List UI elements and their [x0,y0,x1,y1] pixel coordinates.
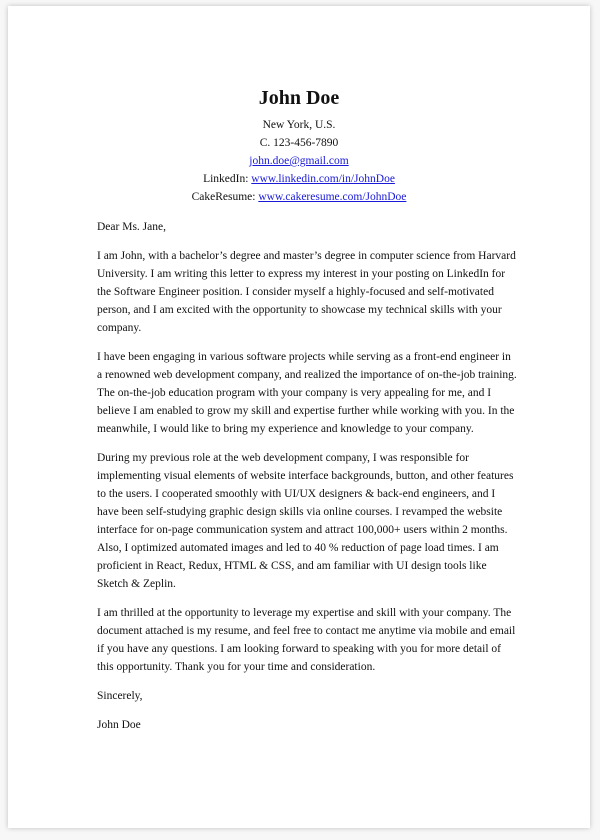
letter-header [8,86,590,206]
salutation: Dear Ms. Jane, [97,221,166,233]
cakeresume-link[interactable]: www.cakeresume.com/JohnDoe [258,191,407,203]
cakeresume-line [8,188,590,206]
linkedin-line [8,170,590,188]
paragraph-experience: I have been engaging in various software projects while serving as a front-end engineer in a renowned web development company, and realized the importance of on-the-job training. The on-the-job education program with your company is very appealing for me, and I believe I am enabled to grow my skill and expertise further while working with you. In the meanwhile, I would like to bring my experience and knowledge to your company. [97,351,517,435]
paragraph-closing: I am thrilled at the opportunity to leverage my expertise and skill with your company. The document attached is my resume, and feel free to contact me anytime via mobile and email if you have any questions. I am looking forward to speaking with you for more detail of this opportunity. Thank you for your time and consideration. [97,607,516,673]
phone: C. 123-456-7890 [259,137,339,149]
linkedin-label: LinkedIn: [203,173,252,185]
email-line [8,152,590,170]
letter-body [97,218,517,745]
applicant-name: John Doe [258,87,340,109]
paragraph-achievements: During my previous role at the web development company, I was responsible for implementing visual elements of website interface backgrounds, button, and other features to the users. I cooperated smoothly with UI/UX designers & back-end engineers, and I have been self-studying graphic design skills via online courses. I revamped the website interface for on-page communication system and attract 100,000+ users within 2 months. Also, I optimized automated images and led to 40 % reduction of page load times. I am proficient in React, Redux, HTML & CSS, and am familiar with UI design tools like Sketch & Zeplin. [97,452,514,590]
cover-letter-page [8,6,590,828]
closing: Sincerely, [97,690,143,702]
linkedin-link[interactable]: www.linkedin.com/in/JohnDoe [251,173,395,185]
cakeresume-label: CakeResume: [191,191,259,203]
signature: John Doe [97,719,141,731]
location: New York, U.S. [262,119,336,131]
paragraph-intro: I am John, with a bachelor’s degree and master’s degree in computer science from Harvard University. I am writing this letter to express my interest in your posting on LinkedIn for the Software Engineer position. I consider myself a highly-focused and self-motivated person, and I am excited with the opportunity to showcase my technical skills with your company. [97,250,516,334]
email-link[interactable]: john.doe@gmail.com [249,155,349,167]
